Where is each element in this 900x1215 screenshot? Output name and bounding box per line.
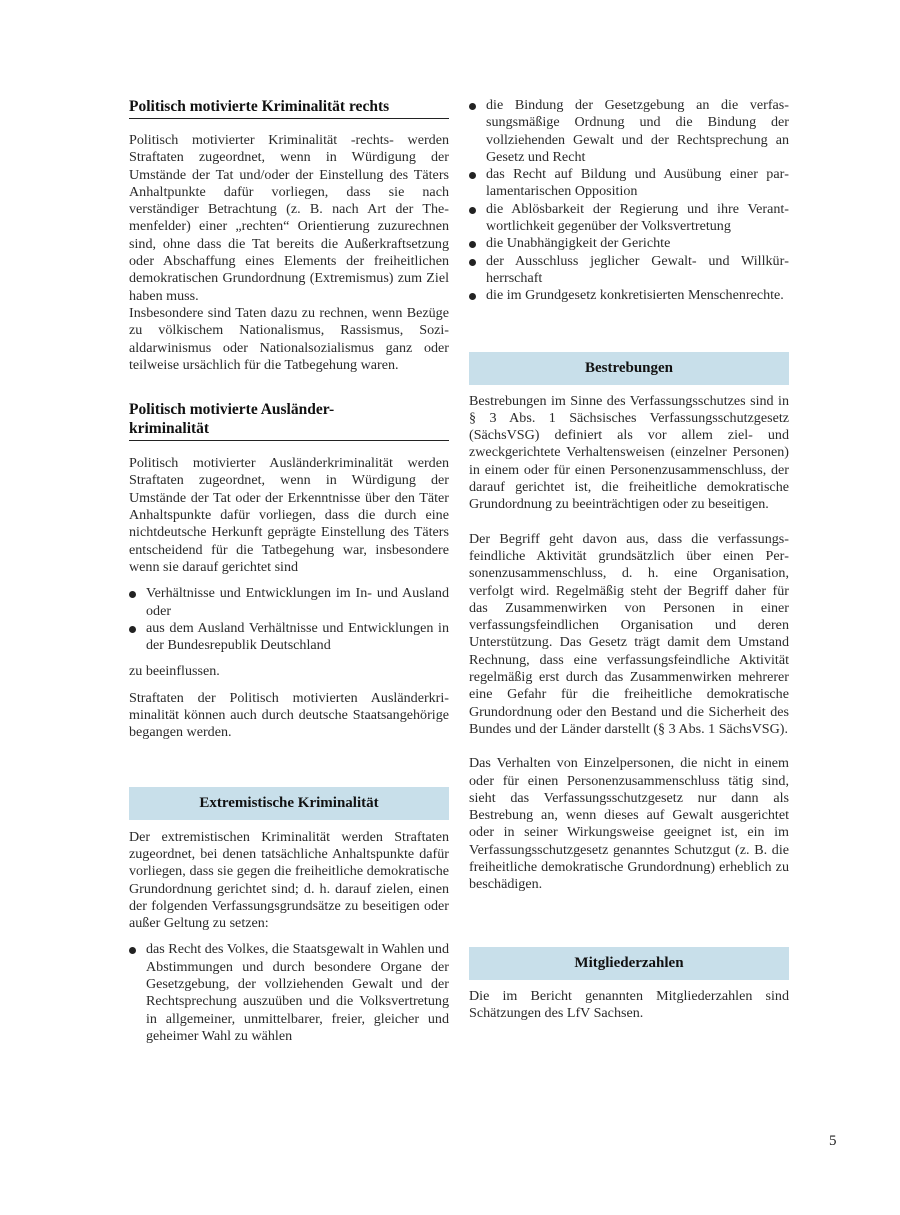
left-column (129, 97, 449, 1045)
section-heading: Bestrebungen (469, 352, 789, 385)
list-item (469, 253, 789, 288)
bullet-icon (469, 172, 476, 179)
bullet-icon (469, 103, 476, 110)
list-item-text: Verhältnisse und Entwicklungen im In- und Ausland oder (146, 585, 449, 619)
list-item (469, 97, 789, 166)
bullet-list (129, 941, 449, 1045)
list-item-text: die Unabhängigkeit der Gerichte (486, 235, 671, 252)
section-heading: Mitgliederzahlen (469, 947, 789, 980)
section-mitgliederzahlen (469, 947, 789, 1023)
section-pmk-rechts (129, 97, 449, 374)
list-item (469, 201, 789, 236)
bullet-list (129, 585, 449, 654)
list-item (129, 620, 449, 655)
bullet-icon (469, 259, 476, 266)
right-column (469, 97, 789, 1022)
list-item-text: aus dem Ausland Verhältnisse und Entwicklungen in der Bundesrepublik Deutschland (146, 619, 449, 654)
section-pmk-auslaender (129, 400, 449, 741)
list-item-text: das Recht des Volkes, die Staatsgewalt in Wahlen und Abstimmungen und durch besondere Organe der Gesetzgebung, der vollziehenden Gewalt und der Rechtsprechung auszuüben und die Volksvertretung in allgemeiner, unmittelbarer, freier, gleicher und geheimer Wahl zu wählen (146, 941, 450, 1044)
paragraph: Die im Bericht genannten Mitgliederzahlen sind Schätzungen des LfV Sachsen. (469, 987, 789, 1021)
list-item (469, 166, 789, 201)
paragraph: Das Verhalten von Einzelpersonen, die nicht in einem oder für einen Personenzusammenschluss tätig sind, sieht das Verfassungsschutzgesetz nur dann als Bestrebung an, wenn dieses auf Gewalt ausgerichtet oder in seiner Wirkungsweise geeignet ist, ein im Verfassungsschutzgesetz genanntes Schutzgut (z. B. die freiheitliche demokratische Grundordnung) erheblich zu beschädigen. (469, 755, 789, 893)
section-heading: Politisch motivierte Kriminalität rechts (129, 97, 449, 119)
paragraph: Politisch motivierter Kriminalität -rechts- werden Straftaten zugeordnet, wenn in Würdigung der Umstände der Tat und/oder der Einstellung des Täters Anhaltpunkte dafür vorliegen, dass sie nach verständiger Betrachtung (z. B. nach Art der Themenfelder) einer „rechten“ Orientierung zuzurechnen sind, ohne dass die Tat bereits die Außerkraftsetzung oder Abschaffung eines Elements der freiheitlichen demokratischen Grundordnung (Extremismus) zum Ziel haben muss. (129, 132, 449, 304)
list-item (469, 235, 789, 252)
bullet-list-continued (469, 97, 789, 305)
section-heading: Extremistische Kriminalität (129, 787, 449, 820)
list-item (129, 941, 449, 1045)
paragraph: Bestrebungen im Sinne des Verfassungsschutzes sind in § 3 Abs. 1 Sächsisches Verfassungsschutzgesetz (SächsVSG) definiert als vor allem ziel- und zweckgerichtete Verhaltensweisen (einzelner Personen) in einem oder für einen Personenzusammenschluss, der darauf gerichtet ist, die freiheitliche demokratische Grundordnung zu beeinträchtigen oder zu beseitigen. (469, 392, 789, 513)
bullet-icon (469, 241, 476, 248)
list-item-text: die Ablösbarkeit der Regierung und ihre Verantwortlichkeit gegenüber der Volksvertretung (486, 200, 789, 235)
paragraph: Politisch motivierter Ausländerkriminalität werden Straftaten zugeordnet, wenn in Würdigung der Umstände der Tat oder der Erkenntnisse über den Täter Anhaltspunkte dafür vorliegen, dass die durch eine nichtdeutsche Herkunft geprägte Einstellung des Täters entscheidend für die Tatbegehung war, insbesondere wenn sie darauf gerichtet sind (129, 455, 449, 575)
paragraph: zu beeinflussen. (129, 663, 220, 680)
bullet-icon (129, 947, 136, 954)
list-item-text: das Recht auf Bildung und Ausübung einer parlamentarischen Opposition (486, 166, 789, 200)
list-item (129, 585, 449, 620)
list-item (469, 287, 789, 304)
paragraph: Der Begriff geht davon aus, dass die verfassungsfeindliche Aktivität grundsätzlich über einen Personenzusammenschluss, d. h. eine Organisation, verfolgt wird. Regelmäßig steht der Begriff daher für das Zusammenwirken von Personen in einer verfassungsfeindlichen Organisation und deren Unterstützung. Das Gesetz trägt damit dem Umstand Rechnung, dass eine verfassungsfeindliche Aktivität regelmäßig erst durch das Zusammenwirken mehrerer eine Gefahr für die freiheitliche demokratische Grundordnung oder den Bestand und die Sicherheit des Bundes und der Länder darstellt (§ 3 Abs. 1 SächsVSG). (469, 530, 789, 737)
section-heading (129, 400, 449, 441)
bullet-icon (469, 293, 476, 300)
list-item-text: die Bindung der Gesetzgebung an die verfassungsmäßige Ordnung und die Bindung der vollziehenden Gewalt und der Rechtsprechung an Gesetz und Recht (486, 97, 789, 165)
section-extremistische-kriminalitaet (129, 787, 449, 1046)
heading-line: kriminalität (129, 420, 210, 438)
paragraph: Der extremistischen Kriminalität werden Straftaten zugeordnet, bei denen tatsächliche Anhaltspunkte dafür vorliegen, dass sie gegen die freiheitliche demokratische Grundordnung gerichtet sind; d. h. darauf zielen, einen der folgenden Verfassungsgrundsätze zu beseitigen oder außer Geltung zu setzen: (129, 828, 449, 932)
list-item-text: die im Grundgesetz konkretisierten Menschenrechte. (486, 287, 784, 304)
bullet-icon (129, 591, 136, 598)
section-bestrebungen (469, 352, 789, 894)
page-number: 5 (829, 1133, 837, 1149)
paragraph: Straftaten der Politisch motivierten Ausländerkriminalität können auch durch deutsche Staatsangehörige begangen werden. (129, 689, 449, 741)
bullet-icon (129, 626, 136, 633)
paragraph: Insbesondere sind Taten dazu zu rechnen, wenn Bezüge zu völkischem Nationalismus, Rassismus, Sozialdarwinismus oder Nationalsozialismus ganz oder teilweise ursächlich für die Tatbegehung waren. (129, 304, 449, 373)
list-item-text: der Ausschluss jeglicher Gewalt- und Willkürherrschaft (486, 252, 789, 286)
heading-line: Politisch motivierte Ausländer- (129, 401, 335, 419)
bullet-icon (469, 207, 476, 214)
